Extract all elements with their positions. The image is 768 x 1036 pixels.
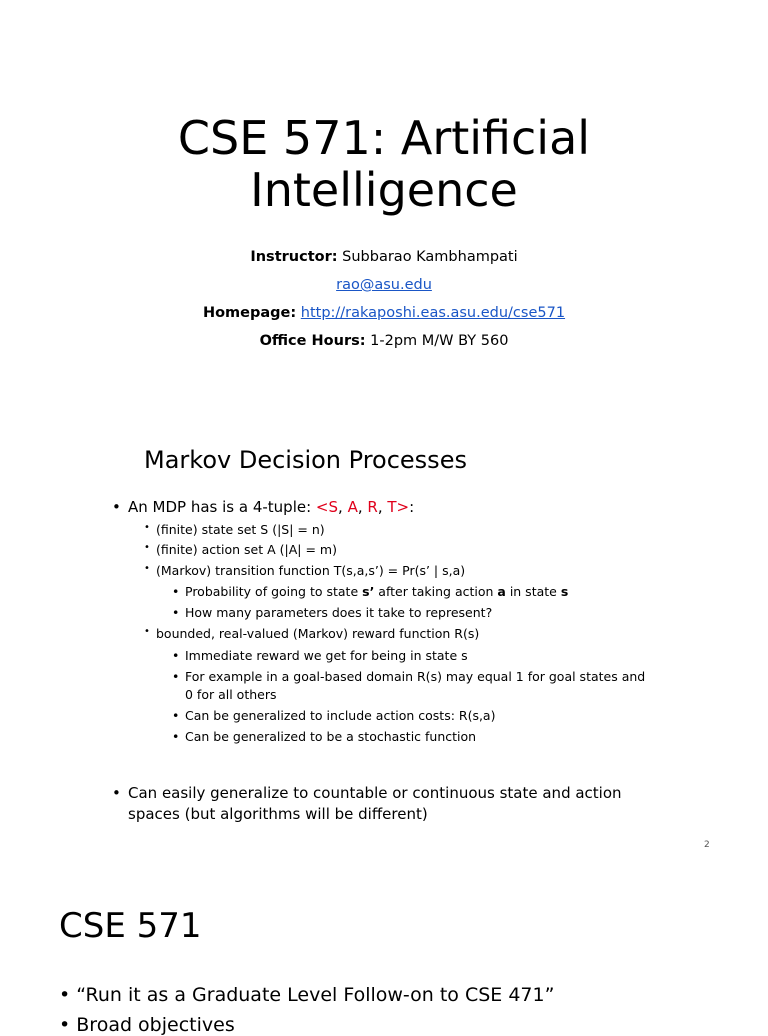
bullet-icon: • bbox=[144, 542, 150, 553]
list-item: • Broad objectives bbox=[59, 1014, 235, 1036]
email-line bbox=[0, 277, 768, 293]
homepage-line: Homepage: http://rakaposhi.eas.asu.edu/cse571 bbox=[202, 305, 566, 321]
bullet-icon: • bbox=[59, 984, 71, 1006]
instructor-line: Instructor: Subbarao Kambhampati bbox=[250, 249, 518, 265]
homepage-link[interactable]: http://rakaposhi.eas.asu.edu/cse571 bbox=[300, 305, 566, 321]
bullet-icon: • bbox=[144, 522, 150, 533]
cse571-slide bbox=[0, 864, 768, 1036]
bullet-icon: • bbox=[172, 605, 180, 620]
bullet-icon: • bbox=[112, 498, 121, 516]
page-number: 2 bbox=[704, 840, 710, 850]
slide-title: Markov Decision Processes bbox=[144, 446, 467, 474]
bullet-icon: • bbox=[144, 626, 150, 637]
course-title: CSE 571: Artificial Intelligence bbox=[177, 111, 591, 217]
bullet-icon: • bbox=[112, 784, 121, 802]
title-slide bbox=[0, 0, 768, 384]
bullet-icon: • bbox=[172, 584, 180, 599]
bullet-icon: • bbox=[172, 729, 180, 744]
office-hours-line: Office Hours: 1-2pm M/W BY 560 bbox=[259, 333, 509, 349]
bullet-icon: • bbox=[172, 669, 180, 684]
slide-title: CSE 571 bbox=[59, 906, 202, 946]
email-link[interactable]: rao@asu.edu bbox=[336, 277, 432, 293]
bullet-icon: • bbox=[172, 648, 180, 663]
bullet-icon: • bbox=[144, 563, 150, 574]
mdp-slide: Markov Decision Processes • An MDP has is a 4-tuple: <S, A, R, T>: • (finite) state set S (|S| = n) • (finite) action set A (|A| = m) • (Markov) transition function T(s,a,s’) = Pr(s’ | s,a) • Probability of going to state s’ after taking action a in state s • How many parameters does it take to represent? • bounded, real-valued (Markov) reward function R(s) • Immediate reward we get for being in state s • For example in a goal-based domain R(s) may equal 1 for goal states and 0 for all others • Can be generalized to include action costs: R(s,a) • Can be generalized to be a stochastic function • Can easily generalize to countable or continuous state and action spaces (but algorithms will be different) 2 bbox=[112, 446, 710, 850]
list-item: • “Run it as a Graduate Level Follow-on to CSE 471” bbox=[59, 984, 555, 1006]
bullet-icon: • bbox=[59, 1014, 71, 1036]
bullet-icon: • bbox=[172, 708, 180, 723]
